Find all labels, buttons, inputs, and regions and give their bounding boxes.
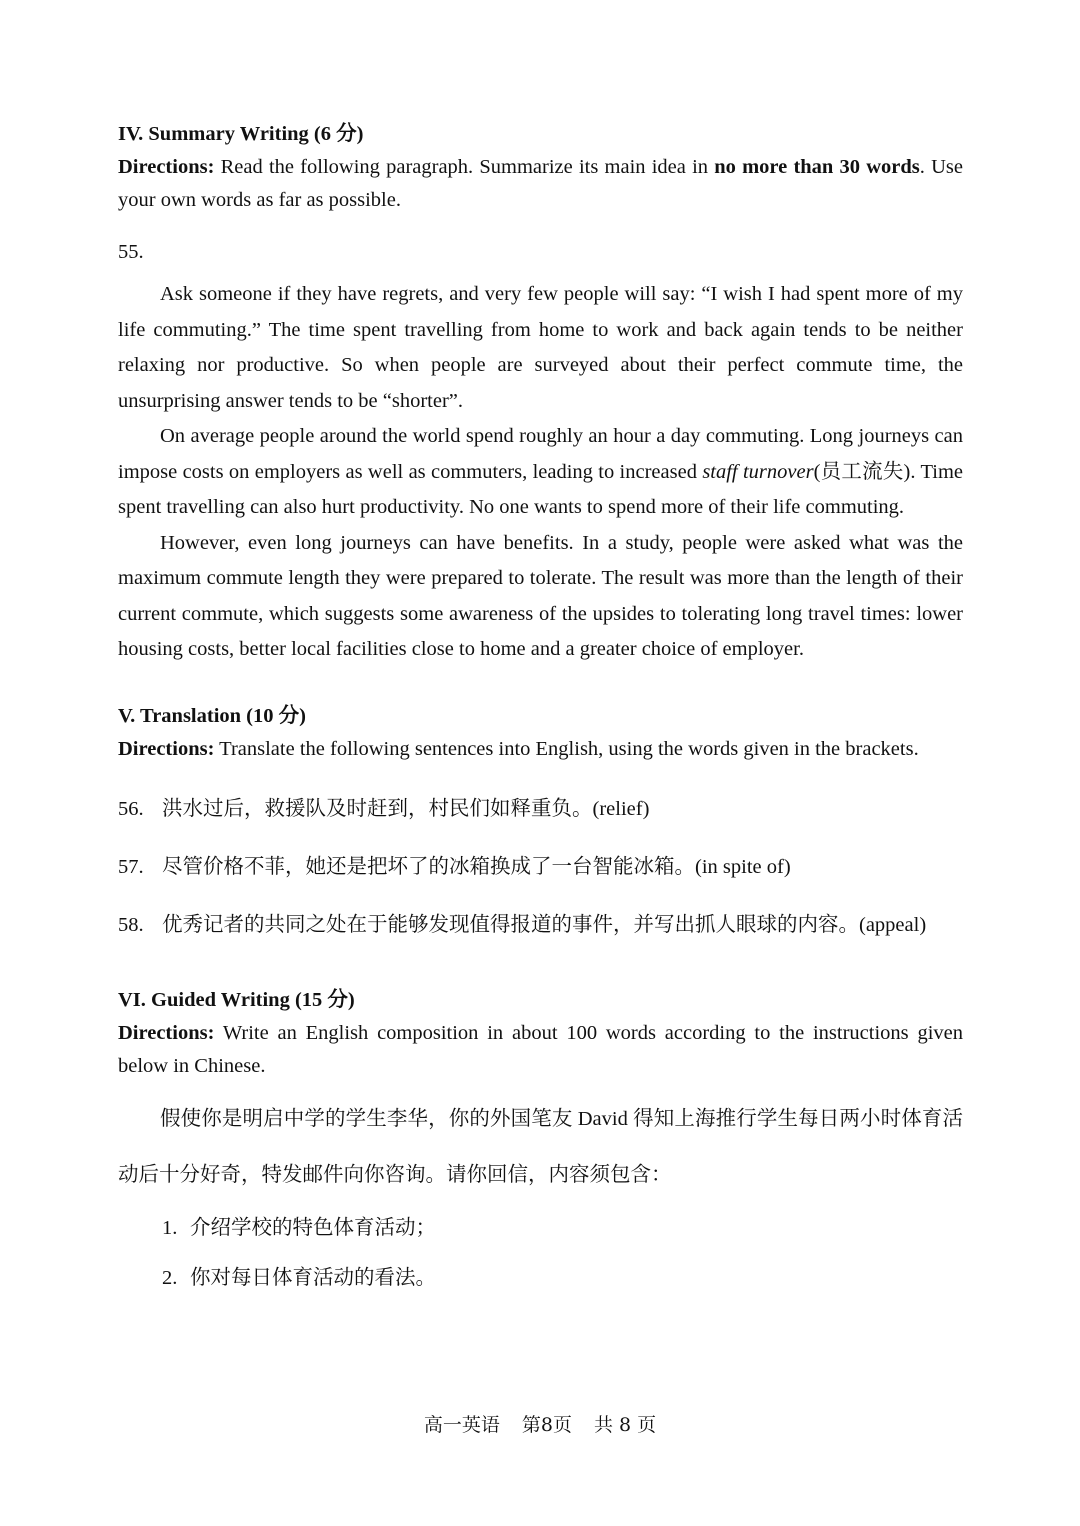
directions: [118, 1017, 963, 1083]
directions-text: Translate the following sentences into English, using the words given in the brackets.: [214, 737, 919, 760]
directions-label: Directions:: [118, 156, 215, 178]
summary-writing-section: [118, 118, 963, 668]
directions-text: Write an English composition in about 100 words according to the instructions given below in Chinese.: [118, 1021, 963, 1077]
question-number: 55.: [118, 241, 144, 263]
translation-item: [118, 896, 963, 954]
footer-subject: 高一英语: [423, 1414, 500, 1436]
requirement-list: [118, 1203, 963, 1303]
requirement-item: [118, 1253, 963, 1303]
guided-writing-section: [118, 984, 963, 1303]
section-title: V. Translation (10 分): [118, 704, 306, 727]
paragraph-text: On average people around the world spend roughly an hour a day commuting. Long journeys can impose costs on employers as well as commuters, leading to increased: [118, 425, 963, 483]
paragraph-text: (员工流失). Time spent travelling can also hurt productivity. No one wants to spend more of their life commuting.: [118, 460, 964, 518]
directions-label: Directions:: [118, 737, 215, 760]
translation-item: [118, 838, 963, 896]
directions-label: Directions:: [118, 1021, 215, 1044]
footer-page-number: 第8页: [521, 1414, 572, 1436]
item-number: 1.: [162, 1216, 178, 1239]
directions-text: Read the following paragraph. Summarize its main idea in: [214, 156, 715, 178]
passage-paragraph-1: Ask someone if they have regrets, and very few people will say: “I wish I had spent more of my life commuting.” The time spent travelling from home to work and back again tends to be neither relaxing nor productive. So when people are surveyed about their perfect commute time, the unsurprising answer tends to be “shorter”.: [118, 283, 963, 412]
passage-paragraph-2: [118, 419, 963, 526]
directions-text: . Use your own words as far as possible.: [118, 156, 963, 211]
item-text: 你对每日体育活动的看法。: [190, 1266, 436, 1289]
directions: [118, 151, 963, 217]
translation-section: [118, 700, 963, 954]
page-footer: [0, 1410, 1080, 1437]
item-number: 56.: [118, 797, 144, 820]
item-text: 介绍学校的特色体育活动；: [190, 1216, 436, 1239]
item-text: 尽管价格不菲，她还是把坏了的冰箱换成了一台智能冰箱。(in spite of): [162, 855, 791, 878]
item-number: 58.: [118, 913, 144, 936]
item-number: 2.: [162, 1266, 178, 1289]
passage-paragraph-3: However, even long journeys can have benefits. In a study, people were asked what was the maximum commute length they were prepared to tolerate. The result was more than the length of their current commute, which suggests some awareness of the upsides to tolerating long travel times: lower housing costs, better local facilities close to home and a greater choice of employer.: [118, 531, 963, 660]
writing-prompt: 假使你是明启中学的学生李华，你的外国笔友 David 得知上海推行学生每日两小时体育活动后十分好奇，特发邮件向你咨询。请你回信，内容须包含：: [118, 1107, 963, 1186]
section-title: IV. Summary Writing (6 分): [118, 123, 364, 145]
item-text: 洪水过后，救援队及时赶到，村民们如释重负。(relief): [162, 797, 650, 820]
directions: [118, 733, 963, 766]
exam-page: [118, 118, 963, 1303]
section-title: VI. Guided Writing (15 分): [118, 988, 355, 1011]
italic-term: staff turnover: [702, 460, 814, 483]
item-number: 57.: [118, 855, 144, 878]
footer-total-pages: 共 8 页: [594, 1414, 657, 1436]
translation-item: [118, 780, 963, 838]
requirement-item: [118, 1203, 963, 1253]
word-limit: no more than 30 words: [714, 156, 920, 178]
item-text: 优秀记者的共同之处在于能够发现值得报道的事件，并写出抓人眼球的内容。(appeal): [162, 913, 927, 936]
